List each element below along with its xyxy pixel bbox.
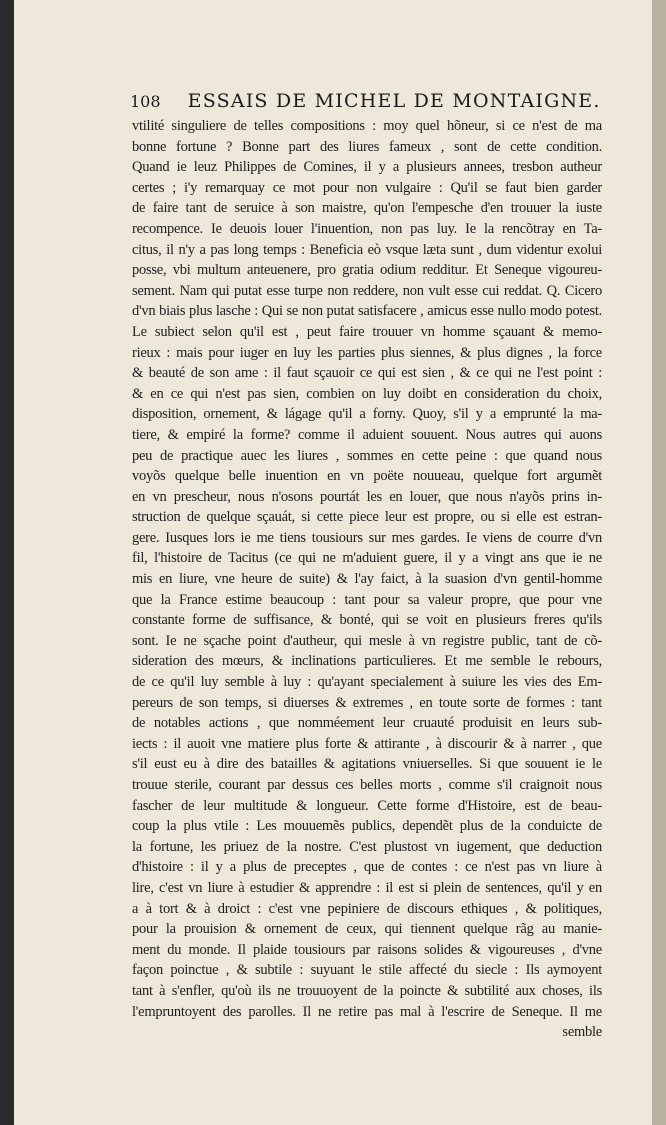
text-line: la fortune, les priuez de la nostre. C'est plustost vn iugement, que deduction: [132, 838, 602, 855]
text-line: Le subiect selon qu'il est , peut faire trouuer vn homme sçauant & memo-: [132, 323, 602, 340]
text-line: mis en liure, vne heure de suite) & l'ay faict, à la suasion d'vn gentil-homme: [132, 571, 602, 588]
text-line: de faire tant de seruice à son maistre, qu'on l'empesche d'en trouuer la iuste: [132, 200, 602, 217]
text-line: d'histoire : il y a plus de preceptes , que de contes : ce n'est pas vn liure à: [132, 859, 602, 876]
text-line: tiere, & empiré la forme? comme il aduient souuent. Nous autres qui auons: [132, 426, 602, 443]
text-line: rieux : mais pour iuger en luy les parties plus siennes, & plus dignes , la force: [132, 344, 602, 361]
text-line: d'vn biais plus lasche : Qui se non putat satisfacere , amicus esse nullo modo potest.: [132, 303, 602, 320]
text-line: que la France estime beaucoup : tant pour sa valeur propre, que pour vne: [132, 591, 602, 608]
text-line: certes ; i'y remarquay ce mot pour non vulgaire : Qu'il se faut bien garder: [132, 179, 602, 196]
text-line: gere. Iusques lors ie me tiens tousiours sur mes gardes. Ie viens de courre d'vn: [132, 529, 602, 546]
text-line: l'empruntoyent des parolles. Il ne retire pas mal à l'escrire de Seneque. Il me: [132, 1003, 602, 1020]
text-line: a à tort & à droict : c'est vne pepiniere de discours ethiques , & politiques,: [132, 900, 602, 917]
text-line: s'il eust eu à dire des batailles & agitations vniuerselles. Si que souuent ie le: [132, 756, 602, 773]
text-line: struction de quelque sçauát, si cette piece leur est propre, ou si elle est estran-: [132, 509, 602, 526]
running-title: ESSAIS DE MICHEL DE MONTAIGNE.: [187, 90, 601, 112]
catchword: semble: [562, 1024, 602, 1041]
text-line: pereurs de son temps, si diuerses & extremes , en toute sorte de formes : tant: [132, 694, 602, 711]
text-line: lire, c'est vn liure à estudier & apprendre : il est si plein de sentences, qu'il y en: [132, 879, 602, 896]
text-line: posse, vbi multum anteuenere, pro gratia odium redditur. Et Seneque vigoureu-: [132, 262, 602, 279]
text-line: façon poinctue , & subtile : suyuant le stile affecté du siecle : Ils aymoyent: [132, 962, 602, 979]
text-line: sont. Ie ne sçache point d'autheur, qui mesle à vn registre public, tant de cõ-: [132, 632, 602, 649]
text-line: iects : il auoit vne matiere plus forte & attirante , à discourir & à narrer , que: [132, 735, 602, 752]
text-line: tant à s'enfler, qu'où ils ne trouuoyent de la poincte & subtilité aux choses, ils: [132, 982, 602, 999]
text-line: Quand ie leuz Philippes de Comines, il y a plusieurs annees, tresbon autheur: [132, 159, 602, 176]
text-line: recompence. Ie deuois louer l'inuention, non pas luy. Ie la rencõtray en Ta-: [132, 220, 602, 237]
text-line: peu de practique auec les liures , sommes en cette peine : que quand nous: [132, 447, 602, 464]
text-line: de ce qu'il luy semble à luy : qu'ayant specialement à suiure les vies des Em-: [132, 674, 602, 691]
text-line: sideration des mœurs, & inclinations particulieres. Et me semble le rebours,: [132, 653, 602, 670]
text-line: en vn prescheur, nous n'osons pourtát les en louer, que nous n'ayõs prins in-: [132, 488, 602, 505]
text-line: fil, l'histoire de Tacitus (ce qui ne m'aduient guere, il y a vingt ans que ie ne: [132, 550, 602, 567]
text-block: [132, 116, 602, 1043]
text-line: & en ce qui n'est pas sien, combien on luy doibt en consideration du choix,: [132, 385, 602, 402]
text-line: trouue sterile, courant par dessus ces belles morts , comme s'il craignoit nous: [132, 777, 602, 793]
page-number: 108: [130, 92, 161, 111]
text-line: vtilité singuliere de telles compositions : moy quel hõneur, si ce n'est de ma: [132, 118, 602, 134]
text-line: de notables actions , que nomméement leur cruauté produisit en leurs sub-: [132, 715, 602, 732]
text-line: voyõs quelque belle inuention en vn poëte nouueau, quelque fort argumẽt: [132, 468, 602, 485]
text-line: pour la prouision & ornement de ceux, qui tiennent quelque rãg au manie-: [132, 921, 602, 938]
text-line: constante forme de suffisance, & bonté, qui se voit en plusieurs freres qu'ils: [132, 612, 602, 629]
text-line: coup la plus vtile : Les mouuemẽs publics, dependẽt plus de la conduicte de: [132, 818, 602, 835]
left-page-edge: [0, 0, 14, 1125]
text-line: & beauté de son ame : il faut sçauoir ce qui est sien , & ce qui ne l'est point :: [132, 365, 602, 382]
text-line: fascher de leur multitude & longueur. Cette forme d'Histoire, est de beau-: [132, 797, 602, 814]
text-line: sement. Nam qui putat esse turpe non reddere, non vult esse cui reddat. Q. Cicero: [132, 282, 602, 299]
text-line: citus, il n'y a pas long temps : Beneficia eò vsque læta sunt , dum videntur exolui: [132, 241, 602, 258]
right-page-edge: [652, 0, 666, 1125]
running-head: [130, 90, 601, 116]
text-line: disposition, ornement, & lágage qu'il a forny. Quoy, s'il y a emprunté la ma-: [132, 406, 602, 423]
text-line: bonne fortune ? Bonne part des liures fameux , sont de cette condition.: [132, 138, 602, 155]
text-line: ment du monde. Il plaide tousiours par raisons solides & vigoureuses , d'vne: [132, 941, 602, 958]
